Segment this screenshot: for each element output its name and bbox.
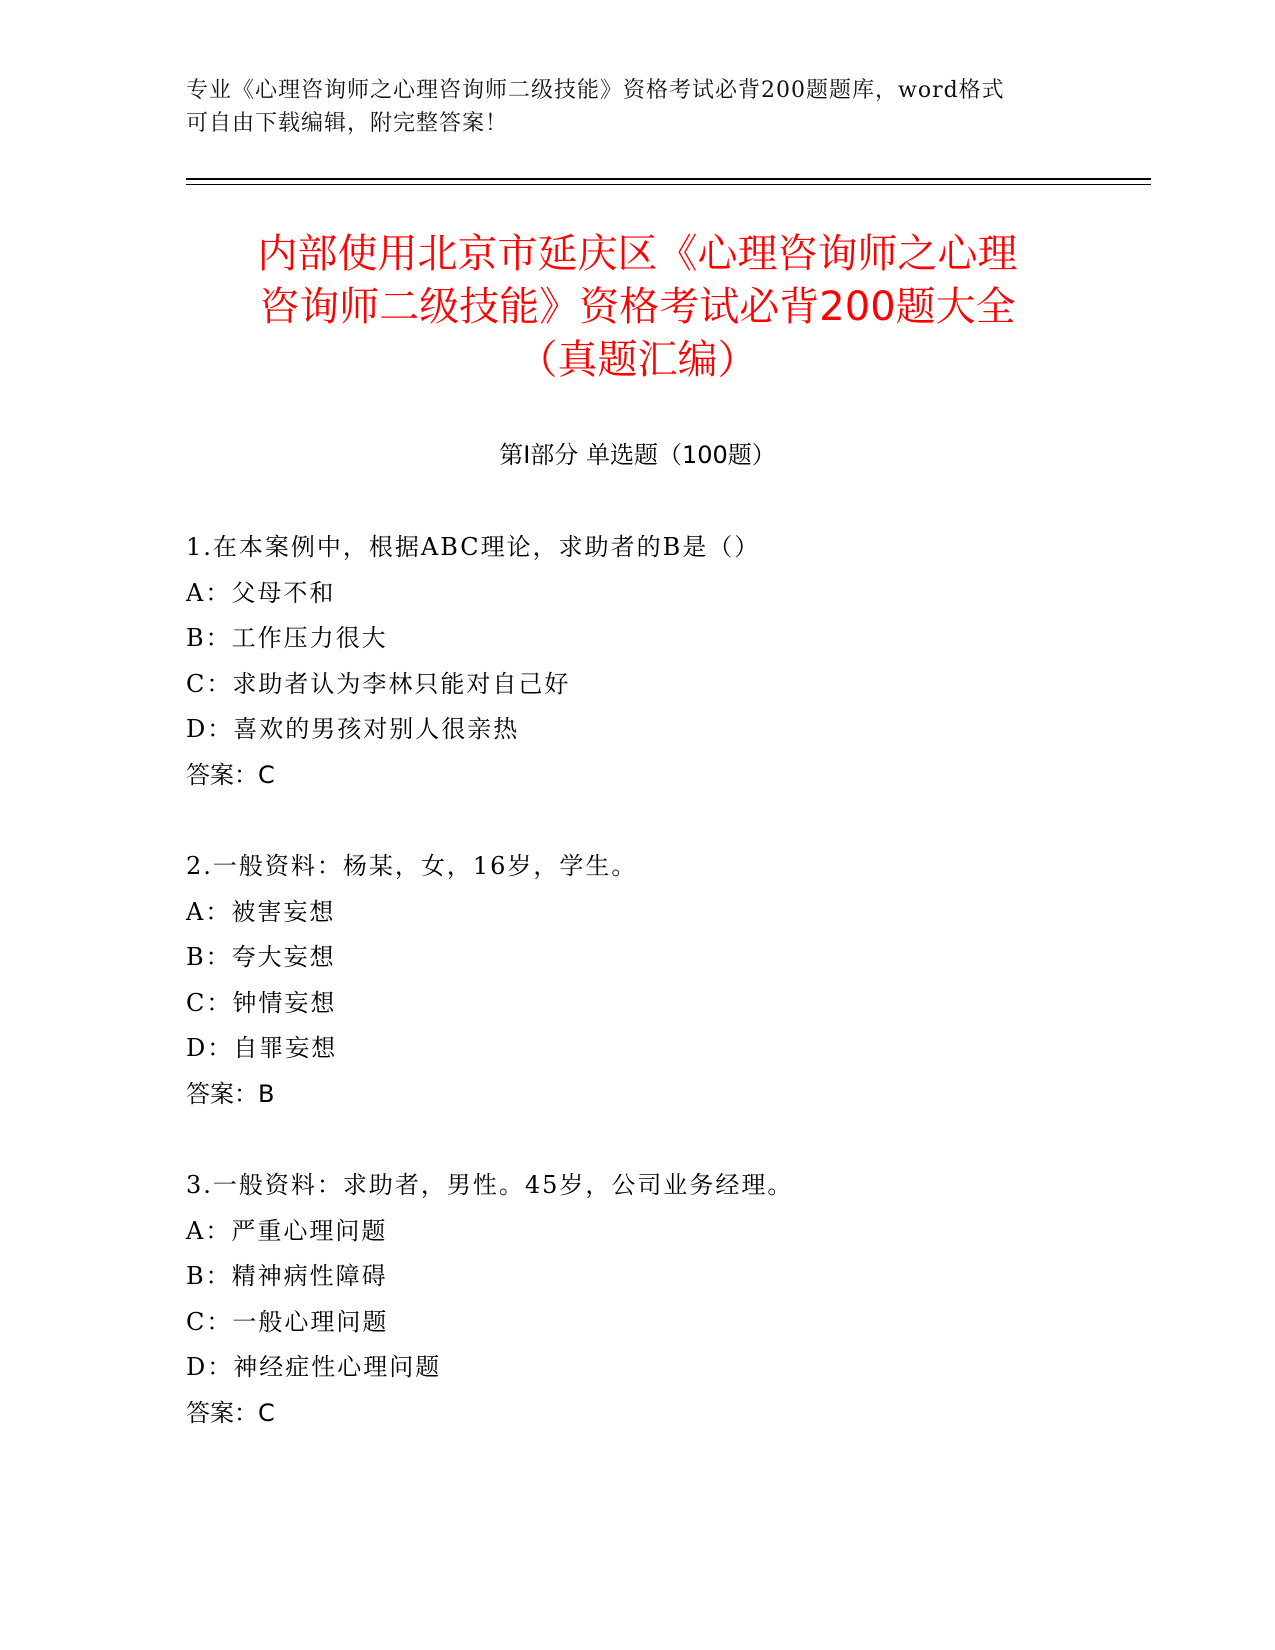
option-d: D：喜欢的男孩对别人很亲热 <box>186 715 520 743</box>
option-a: A：被害妄想 <box>186 897 336 926</box>
question-stem: 2.一般资料：杨某，女，16岁，学生。 <box>186 852 638 880</box>
option-d: D：自罪妄想 <box>186 1034 338 1062</box>
section-heading: 第Ⅰ部分 单选题（100题） <box>499 441 776 469</box>
option-c: C：一般心理问题 <box>186 1307 389 1336</box>
option-b: B：工作压力很大 <box>186 624 388 652</box>
question-item-2 <box>186 844 1146 1117</box>
header-note-line-1: 专业《心理咨询师之心理咨询师二级技能》资格考试必背200题题库，word格式 <box>186 78 1005 103</box>
answer-line: 答案：C <box>186 1398 275 1427</box>
document-title-line-1: 内部使用北京市延庆区《心理咨询师之心理 <box>257 231 1018 277</box>
document-title <box>150 228 1125 387</box>
question-stem: 3.一般资料：求助者，男性。45岁，公司业务经理。 <box>186 1171 794 1199</box>
question-list <box>186 525 1146 1482</box>
option-c: C：求助者认为李林只能对自己好 <box>186 669 571 698</box>
question-item-3 <box>186 1163 1146 1436</box>
option-a: A：父母不和 <box>186 578 336 607</box>
option-d: D：神经症性心理问题 <box>186 1353 442 1381</box>
option-b: B：精神病性障碍 <box>186 1262 388 1290</box>
answer-line: 答案：B <box>186 1079 275 1108</box>
header-divider-thin <box>186 184 1151 185</box>
question-item-1 <box>186 525 1146 798</box>
option-b: B：夸大妄想 <box>186 943 336 971</box>
document-title-line-2: 咨询师二级技能》资格考试必背200题大全 <box>259 284 1016 330</box>
option-a: A：严重心理问题 <box>186 1216 388 1245</box>
header-note-line-2: 可自由下载编辑，附完整答案！ <box>186 111 509 136</box>
answer-line: 答案：C <box>186 760 275 789</box>
header-note <box>186 74 1066 140</box>
option-c: C：钟情妄想 <box>186 988 337 1017</box>
question-stem: 1.在本案例中，根据ABC理论，求助者的B是（） <box>186 533 761 561</box>
header-divider-thick <box>186 178 1151 180</box>
document-title-line-3: （真题汇编） <box>517 337 758 383</box>
